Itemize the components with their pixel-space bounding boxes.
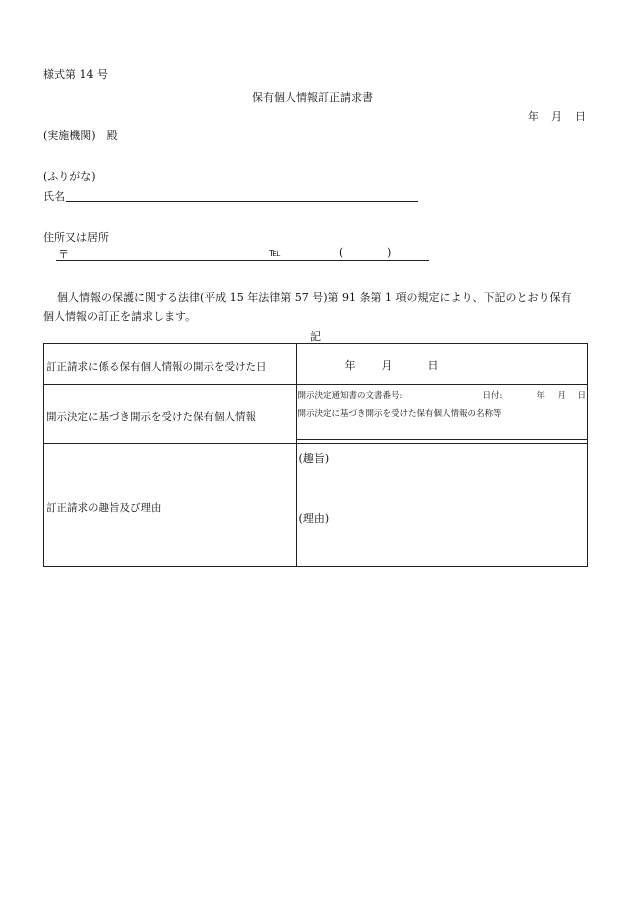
date-month: 月 <box>551 110 562 123</box>
request-table <box>43 343 588 567</box>
postal-mark: 〒 <box>58 248 69 261</box>
address-label: 住所又は居所 <box>43 231 109 244</box>
row3-label: 訂正請求の趣旨及び理由 <box>46 501 162 514</box>
row2-month: 月 <box>557 391 567 401</box>
row1-value-cell[interactable] <box>296 344 587 385</box>
row1-day: 日 <box>427 359 439 372</box>
row1-month: 月 <box>381 359 393 372</box>
table-row-purpose-reason <box>44 444 588 567</box>
row2-doc-number-label: 開示決定通知書の文書番号: <box>297 391 403 401</box>
row2-info-name-label: 開示決定に基づき開示を受けた保有個人情報の名称等 <box>297 409 502 419</box>
row2-date-label: 日付: <box>482 391 503 401</box>
form-number: 様式第 14 号 <box>43 68 108 81</box>
row1-label: 訂正請求に係る保有個人情報の開示を受けた日 <box>46 360 267 373</box>
row2-value-cell[interactable] <box>296 385 587 444</box>
ki-heading: 記 <box>310 330 321 343</box>
tel-paren-close: ) <box>387 246 392 259</box>
address-underline[interactable] <box>56 260 429 261</box>
date-day: 日 <box>575 110 586 123</box>
row2-inner-divider <box>297 439 587 440</box>
row3-value-cell[interactable] <box>296 444 587 567</box>
agency-addressee: (実施機関) 殿 <box>43 129 118 142</box>
furigana-label: (ふりがな) <box>43 170 96 183</box>
table-row-disclosed-info <box>44 385 588 444</box>
form-title: 保有個人情報訂正請求書 <box>252 91 373 104</box>
name-underline[interactable] <box>66 201 418 202</box>
tel-paren-open: ( <box>339 246 344 259</box>
request-text-line1: 個人情報の保護に関する法律(平成 15 年法律第 57 号)第 91 条第 1 項の規定により、下記のとおり保有 <box>57 291 572 304</box>
row3-purpose-label: (趣旨) <box>298 452 330 465</box>
row2-year: 年 <box>536 391 546 401</box>
date-year: 年 <box>528 110 539 123</box>
name-label: 氏名 <box>43 190 65 203</box>
row2-label-cell <box>44 385 297 444</box>
row1-label-cell <box>44 344 297 385</box>
tel-mark: ℡ <box>269 246 281 259</box>
row1-year: 年 <box>344 359 356 372</box>
row3-reason-label: (理由) <box>298 512 330 525</box>
row2-day: 日 <box>577 391 587 401</box>
row2-label: 開示決定に基づき開示を受けた保有個人情報 <box>46 410 256 423</box>
request-text-line2: 個人情報の訂正を請求します。 <box>43 310 197 323</box>
row3-label-cell <box>44 444 297 567</box>
table-row-disclosure-date <box>44 344 588 385</box>
